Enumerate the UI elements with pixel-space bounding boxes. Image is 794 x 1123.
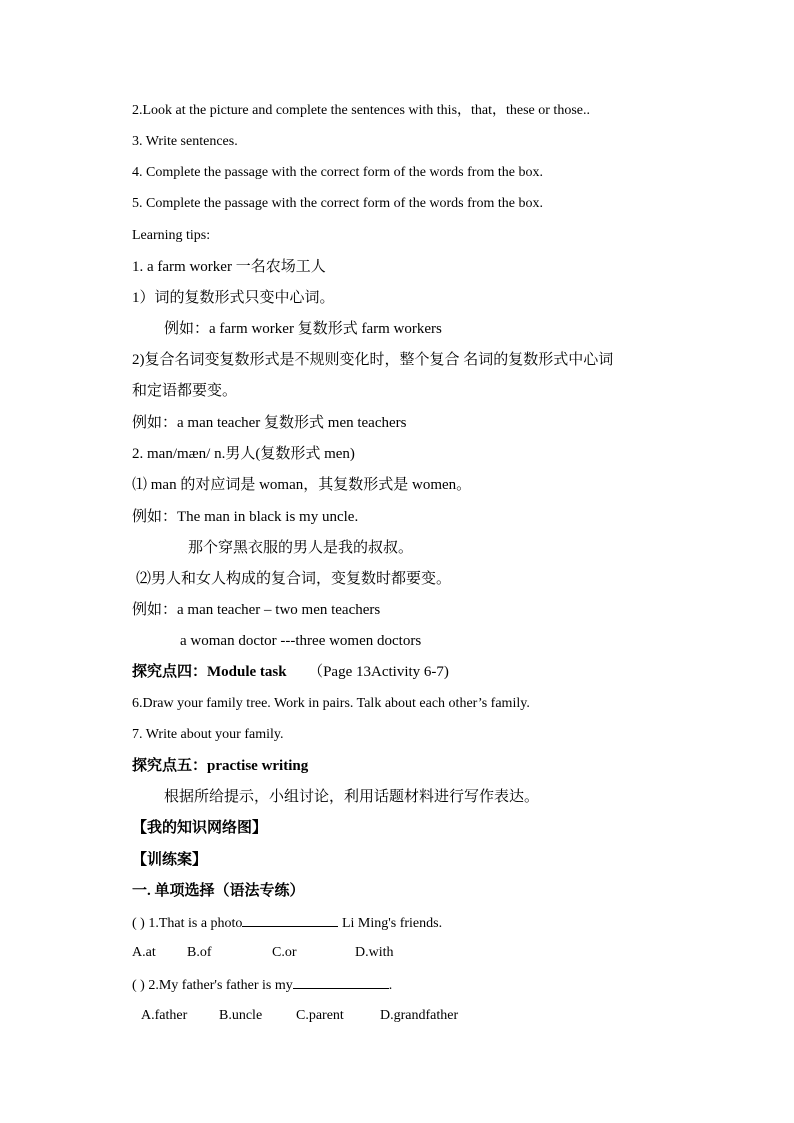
tip-1-title: 1. a farm worker 一名农场工人 xyxy=(132,259,326,275)
activity-7-instruction: 7. Write about your family. xyxy=(132,727,284,742)
tip-2-example-3: 例如：a man teacher – two men teachers xyxy=(132,602,381,618)
tip-1-example-1: 例如：a farm worker 复数形式 farm workers xyxy=(164,321,442,337)
tip-2-example-4: a woman doctor ---three women doctors xyxy=(180,633,422,649)
section-4-page-ref: （Page 13Activity 6-7) xyxy=(308,664,449,680)
option-c[interactable]: C.parent xyxy=(296,1008,344,1023)
question-2-options xyxy=(141,1006,458,1026)
tip-1-rule-1: 1）词的复数形式只变中心词。 xyxy=(132,290,335,306)
tip-1-rule-2: 2)复合名词变复数形式是不规则变化时，整个复合 名词的复数形式中心词 xyxy=(132,352,614,368)
tip-2-example-zh: 那个穿黑衣服的男人是我的叔叔。 xyxy=(188,540,414,556)
option-b[interactable]: B.of xyxy=(187,945,212,960)
answer-paren[interactable]: ( ) xyxy=(132,978,145,993)
tip-2-example-en: 例如：The man in black is my uncle. xyxy=(132,509,359,525)
answer-blank[interactable] xyxy=(242,912,338,927)
question-2-stem: ( ) 2.My father's father is my . xyxy=(132,974,392,996)
learning-tips-heading: Learning tips: xyxy=(132,228,211,243)
section-4-title: 探究点四：Module task xyxy=(132,664,287,680)
exercise-2-instruction: 2.Look at the picture and complete the sentences with this，that，these or those.. xyxy=(132,103,590,118)
option-b[interactable]: B.uncle xyxy=(219,1008,263,1023)
exercise-3-instruction: 3. Write sentences. xyxy=(132,134,238,149)
option-d[interactable]: D.with xyxy=(355,945,394,960)
section-5-description: 根据所给提示，小组讨论，利用话题材料进行写作表达。 xyxy=(164,789,540,805)
option-c[interactable]: C.or xyxy=(272,945,297,960)
option-a[interactable]: A.at xyxy=(132,945,156,960)
section-4-heading xyxy=(132,662,449,682)
training-heading: 【训练案】 xyxy=(132,852,208,868)
question-1-options xyxy=(132,943,394,963)
tip-2-point-1: ⑴ man 的对应词是 woman，其复数形式是 women。 xyxy=(132,477,472,493)
answer-paren[interactable]: ( ) xyxy=(132,916,145,931)
exercise-5-instruction: 5. Complete the passage with the correct form of the words from the box. xyxy=(132,196,543,211)
option-a[interactable]: A.father xyxy=(141,1008,188,1023)
multiple-choice-heading: 一. 单项选择（语法专练） xyxy=(132,883,305,899)
tip-1-example-2: 例如：a man teacher 复数形式 men teachers xyxy=(132,415,407,431)
activity-6-instruction: 6.Draw your family tree. Work in pairs. Talk about each other’s family. xyxy=(132,696,530,711)
tip-2-point-2: ⑵男人和女人构成的复合词，变复数时都要变。 xyxy=(136,571,452,587)
section-5-heading: 探究点五：practise writing xyxy=(132,758,309,774)
exercise-4-instruction: 4. Complete the passage with the correct form of the words from the box. xyxy=(132,165,543,180)
option-d[interactable]: D.grandfather xyxy=(380,1008,459,1023)
tip-1-rule-2-cont: 和定语都要变。 xyxy=(132,383,238,399)
knowledge-map-heading: 【我的知识网络图】 xyxy=(132,820,268,836)
question-1-stem: ( ) 1.That is a photo Li Ming's friends. xyxy=(132,912,442,934)
answer-blank[interactable] xyxy=(293,974,389,989)
tip-2-title: 2. man/mæn/ n.男人(复数形式 men) xyxy=(132,446,355,462)
